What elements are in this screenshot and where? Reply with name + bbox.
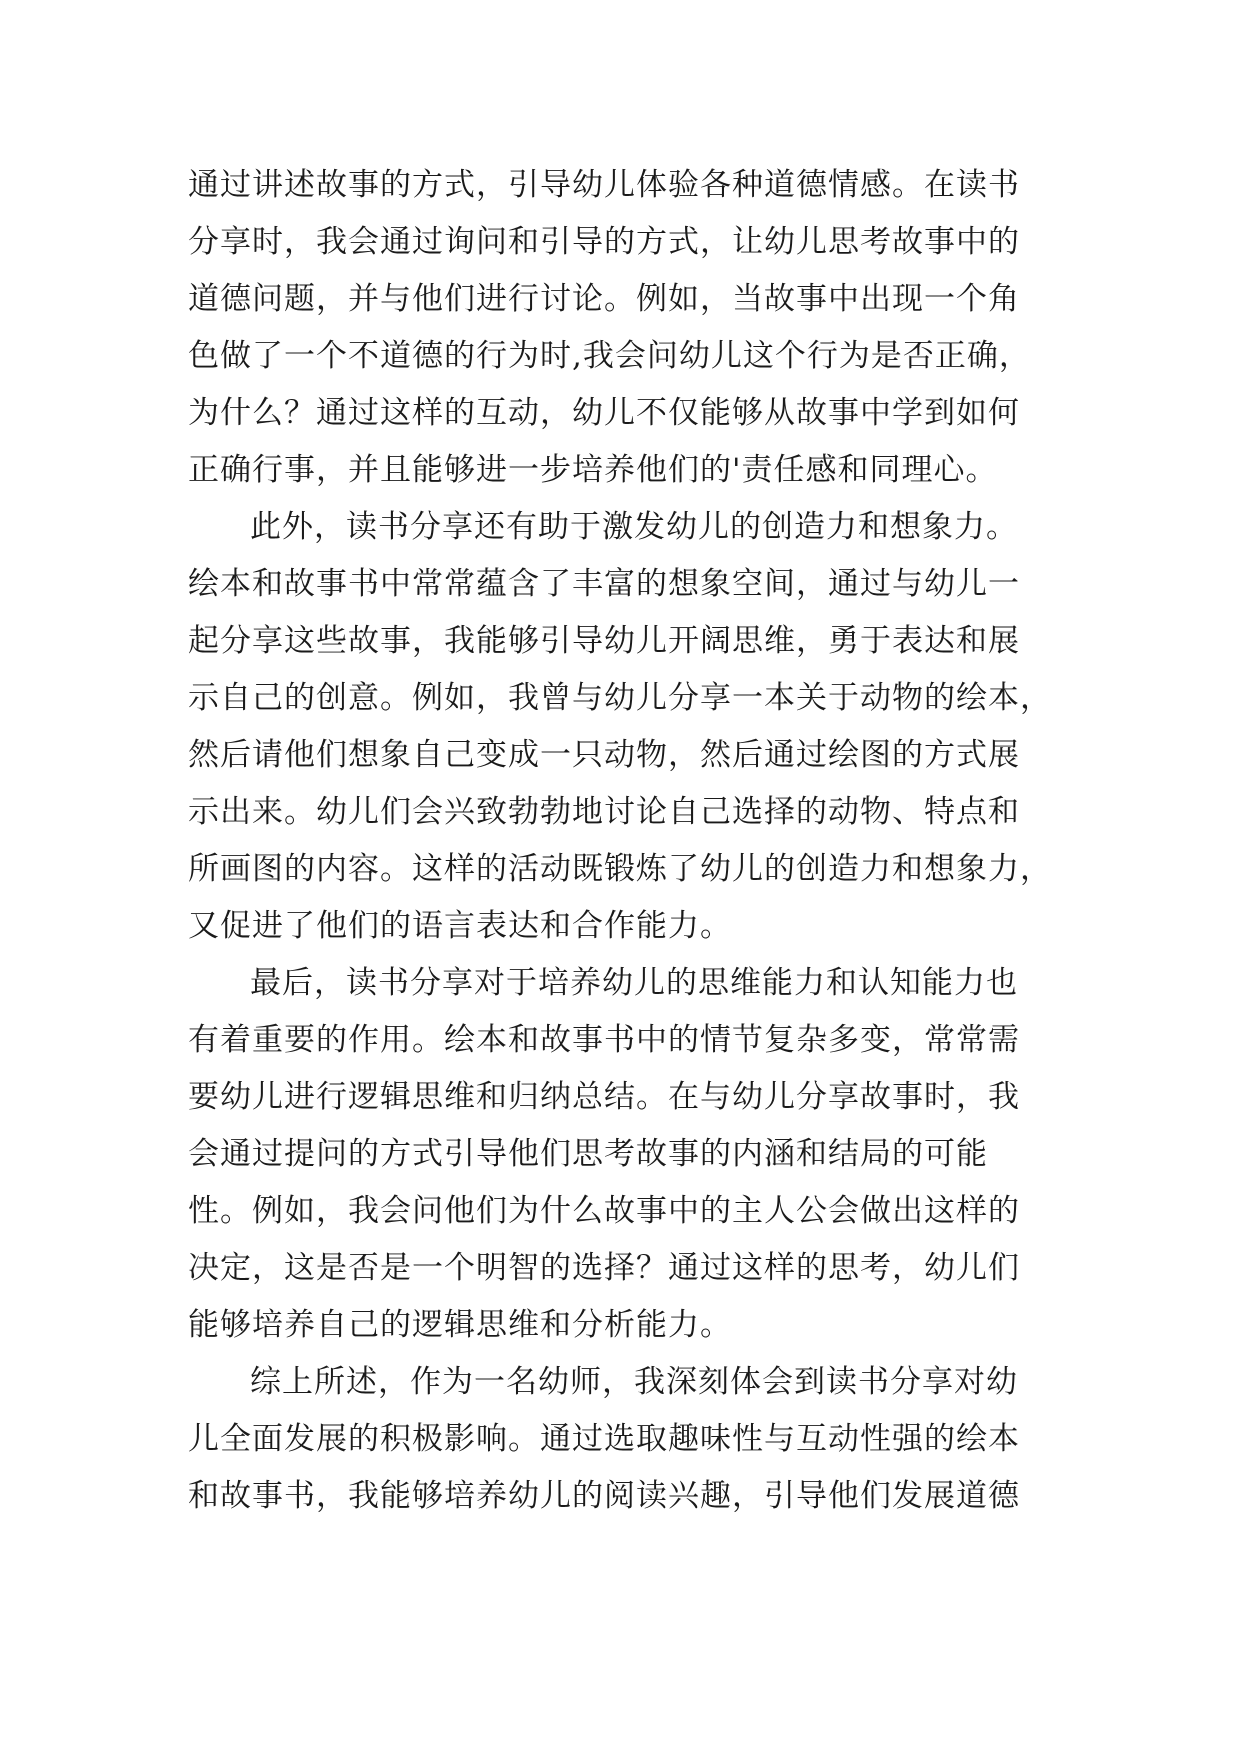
text-line: 能够培养自己的逻辑思维和分析能力。: [188, 1307, 732, 1343]
text-line: 决定，这是否是一个明智的选择？通过这样的思考，幼儿们: [188, 1250, 1020, 1286]
text-line: 又促进了他们的语言表达和合作能力。: [188, 908, 732, 944]
text-line: 示出来。幼儿们会兴致勃勃地讨论自己选择的动物、特点和: [188, 794, 1020, 830]
text-line: 分享时，我会通过询问和引导的方式，让幼儿思考故事中的: [188, 224, 1020, 260]
text-line: 儿全面发展的积极影响。通过选取趣味性与互动性强的绘本: [188, 1421, 1020, 1457]
text-line: 要幼儿进行逻辑思维和归纳总结。在与幼儿分享故事时，我: [188, 1079, 1020, 1115]
text-line: 会通过提问的方式引导他们思考故事的内涵和结局的可能: [188, 1136, 988, 1172]
paragraph-first-line: 最后，读书分享对于培养幼儿的思维能力和认知能力也: [250, 965, 1018, 1001]
text-line: 绘本和故事书中常常蕴含了丰富的想象空间，通过与幼儿一: [188, 566, 1020, 602]
paragraph-first-line: 此外，读书分享还有助于激发幼儿的创造力和想象力。: [250, 509, 1018, 545]
body-text: [188, 157, 1068, 1525]
text-line: 和故事书，我能够培养幼儿的阅读兴趣，引导他们发展道德: [188, 1478, 1020, 1514]
text-line: 通过讲述故事的方式，引导幼儿体验各种道德情感。在读书: [188, 167, 1020, 203]
text-line: 示自己的创意。例如，我曾与幼儿分享一本关于动物的绘本，: [188, 680, 1052, 716]
text-line: 道德问题，并与他们进行讨论。例如，当故事中出现一个角: [188, 281, 1020, 317]
text-line: 起分享这些故事，我能够引导幼儿开阔思维，勇于表达和展: [188, 623, 1020, 659]
text-line: 性。例如，我会问他们为什么故事中的主人公会做出这样的: [188, 1193, 1020, 1229]
paragraph-first-line: 综上所述，作为一名幼师，我深刻体会到读书分享对幼: [250, 1364, 1018, 1400]
text-line: 有着重要的作用。绘本和故事书中的情节复杂多变，常常需: [188, 1022, 1020, 1058]
text-line: 所画图的内容。这样的活动既锻炼了幼儿的创造力和想象力，: [188, 851, 1052, 887]
text-line: 为什么？通过这样的互动，幼儿不仅能够从故事中学到如何: [188, 395, 1020, 431]
text-line: 色做了一个不道德的行为时,我会问幼儿这个行为是否正确，: [188, 338, 1031, 374]
text-line: 正确行事，并且能够进一步培养他们的'责任感和同理心。: [188, 452, 998, 488]
text-line: 然后请他们想象自己变成一只动物，然后通过绘图的方式展: [188, 737, 1020, 773]
